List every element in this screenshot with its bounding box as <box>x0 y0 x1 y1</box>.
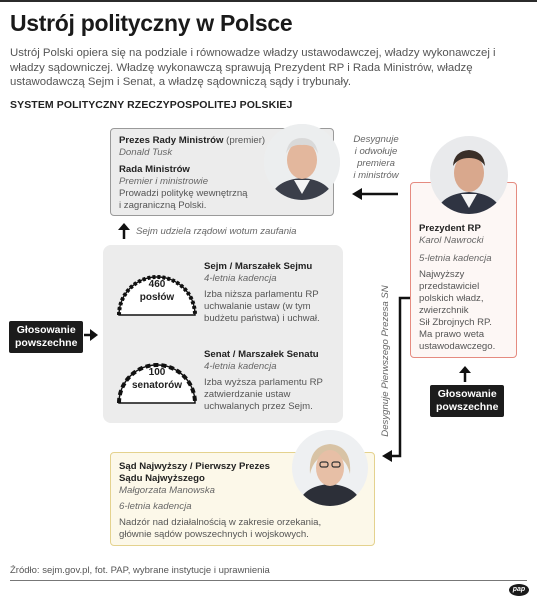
president-name: Karol Nawrocki <box>419 235 484 246</box>
pm-title-note: (premier) <box>226 135 266 146</box>
arrow-up-icon <box>118 223 130 239</box>
court-title-line: Sądu Najwyższego <box>119 473 205 484</box>
court-desc-line: głównie sądów powszechnych i wojskowych. <box>119 529 309 540</box>
council-desc-line: Prowadzi politykę wewnętrzną <box>119 188 248 199</box>
arrow-left-icon <box>352 188 400 200</box>
council-title: Rada Ministrów <box>119 164 190 175</box>
president-description: Najwyższy przedstawiciel polskich władz, zwierzchnik Sił Zbrojnych RP. Ma prawo weta ustawodawczego. <box>419 269 496 352</box>
court-term: 6-letnia kadencja <box>119 501 192 512</box>
section-heading: SYSTEM POLITYCZNY RZECZYPOSPOLITEJ POLSKIEJ <box>10 99 293 111</box>
appoints-label: Desygnuje i odwołuje premiera i ministrów <box>353 134 399 181</box>
popular-vote-label-right: Głosowanie powszechne <box>430 385 504 417</box>
council-desc-line: i zagraniczną Polski. <box>119 200 207 211</box>
sejm-seats-label: posłów <box>139 292 175 303</box>
sejm-seats-number: 460 <box>148 279 166 290</box>
senate-seats-number: 100 <box>148 367 166 378</box>
confidence-label: Sejm udziela rządowi wotum zaufania <box>136 226 297 237</box>
senate-desc-line: Izba wyższa parlamentu RP <box>204 377 323 388</box>
council-members: Premier i ministrowie <box>119 176 209 187</box>
senate-desc-line: zatwierdzanie ustaw <box>204 389 291 400</box>
president-term: 5-letnia kadencja <box>419 253 492 264</box>
page-title: Ustrój polityczny w Polsce <box>10 10 293 36</box>
pm-portrait <box>264 124 340 200</box>
court-president-name: Małgorzata Manowska <box>119 485 215 496</box>
top-rule <box>0 0 537 2</box>
court-desc-line: Nadzór nad działalnością w zakresie orzekania, <box>119 517 322 528</box>
pm-title: Prezes Rady Ministrów <box>119 135 224 146</box>
court-president-portrait <box>292 430 368 506</box>
sejm-term: 4-letnia kadencja <box>204 273 277 284</box>
senate-title: Senat / Marszałek Senatu <box>204 349 319 360</box>
intro-text: Ustrój Polski opiera się na podziale i równowadze władzy ustawodawczej, władzy wykonawczej i władzy sądowniczej. Władzę wykonawczą sprawują Prezydent RP i Rada Ministrów, władzę ustawodawczą Sejm i Senat, a władzę sądowniczą sądy i trybunały. <box>10 47 496 88</box>
designates-sn-label: Desygnuje Pierwszego Prezesa SN <box>380 285 391 437</box>
arrow-up-icon <box>459 366 471 382</box>
pap-logo: pap <box>509 584 529 596</box>
president-title: Prezydent RP <box>419 223 481 234</box>
parliament-box <box>103 245 343 423</box>
pm-name: Donald Tusk <box>119 147 173 158</box>
senate-seats-label: senatorów <box>131 380 182 391</box>
senate-desc-line: uchwalanych przez Sejm. <box>204 401 313 412</box>
sejm-title: Sejm / Marszałek Sejmu <box>204 261 313 272</box>
bottom-rule <box>10 580 527 581</box>
sejm-desc-line: uchwalanie ustaw (w tym <box>204 301 311 312</box>
sejm-desc-line: Izba niższa parlamentu RP <box>204 289 319 300</box>
court-title-line: Sąd Najwyższy / Pierwszy Prezes <box>119 461 270 472</box>
sejm-seats-graphic <box>115 259 199 319</box>
senate-term: 4-letnia kadencja <box>204 361 277 372</box>
source-footer: Źródło: sejm.gov.pl, fot. PAP, wybrane instytucje i uprawnienia <box>10 565 270 576</box>
president-portrait <box>430 136 508 214</box>
arrow-right-icon <box>84 329 98 341</box>
popular-vote-label-left: Głosowanie powszechne <box>9 321 83 353</box>
sejm-desc-line: budżetu państwa) i uchwał. <box>204 313 320 324</box>
senate-seats-graphic <box>115 347 199 407</box>
